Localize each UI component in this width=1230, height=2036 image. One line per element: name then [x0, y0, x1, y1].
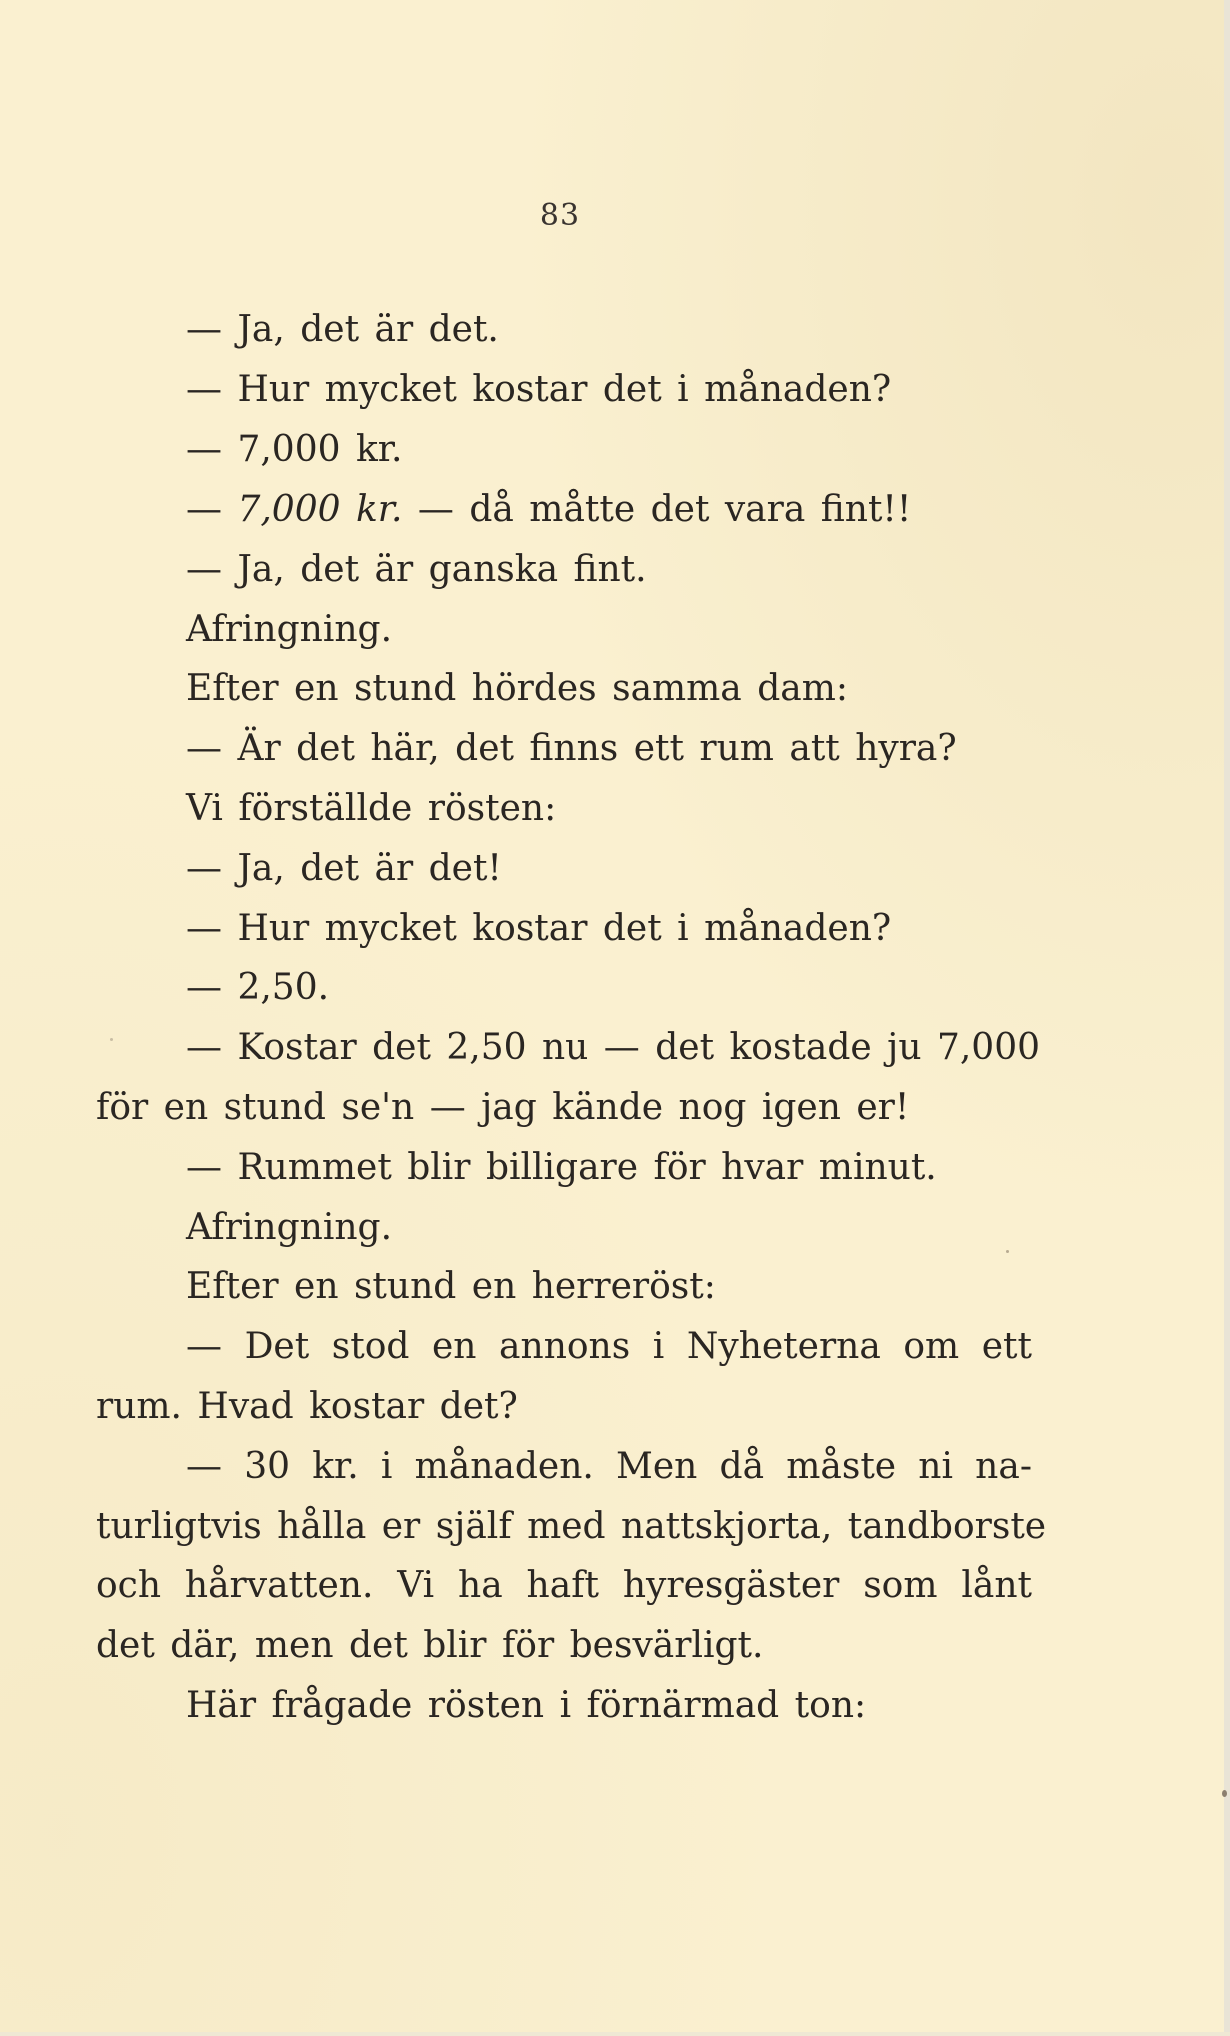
text-line-11: — Hur mycket kostar det i månaden? — [186, 908, 892, 949]
text-line-10: — Ja, det är det! — [186, 848, 502, 889]
text-line-3: — 7,000 kr. — [186, 429, 403, 470]
text-line-24: Här frågade rösten i förnärmad ton: — [186, 1685, 867, 1726]
page-edge-bottom — [0, 2032, 1230, 2036]
text-line-4-italic: 7,000 kr. — [237, 489, 403, 530]
text-line-4-suffix: — då måtte det vara fint!! — [402, 489, 912, 530]
text-line-22: och hårvatten. Vi ha haft hyresgäster som lånt — [96, 1565, 1032, 1606]
text-line-23: det där, men det blir för besvärligt. — [96, 1625, 764, 1666]
text-line-13: — Kostar det 2,50 nu — det kostade ju 7,000 — [186, 1027, 1041, 1068]
text-line-20: — 30 kr. i månaden. Men då måste ni na- — [186, 1446, 1032, 1487]
text-line-8: — Är det här, det finns ett rum att hyra? — [186, 728, 957, 769]
text-line-2: — Hur mycket kostar det i månaden? — [186, 369, 892, 410]
text-line-4 — [186, 488, 911, 532]
text-line-12: — 2,50. — [186, 967, 330, 1008]
ink-speck — [1006, 1250, 1009, 1253]
text-line-17: Efter en stund en herreröst: — [186, 1266, 716, 1307]
text-line-19: rum. Hvad kostar det? — [96, 1386, 518, 1427]
text-line-6: Afringning. — [186, 609, 393, 650]
text-line-18: — Det stod en annons i Nyheterna om ett — [186, 1326, 1032, 1367]
text-line-15: — Rummet blir billigare för hvar minut. — [186, 1147, 937, 1188]
text-line-16: Afringning. — [186, 1207, 393, 1248]
text-line-1: — Ja, det är det. — [186, 309, 499, 350]
text-line-5: — Ja, det är ganska fint. — [186, 549, 647, 590]
text-line-14: för en stund se'n — jag kände nog igen er! — [96, 1087, 910, 1128]
page-number: 83 — [539, 198, 581, 233]
page-edge — [1224, 0, 1230, 2036]
text-line-21: turligtvis hålla er själf med nattskjorta, tandborste — [96, 1506, 1047, 1547]
ink-speck — [1222, 1790, 1227, 1797]
text-line-9: Vi förställde rösten: — [186, 788, 557, 829]
text-line-7: Efter en stund hördes samma dam: — [186, 668, 848, 709]
ink-speck — [110, 1038, 113, 1041]
text-line-4-prefix: — — [186, 489, 238, 530]
